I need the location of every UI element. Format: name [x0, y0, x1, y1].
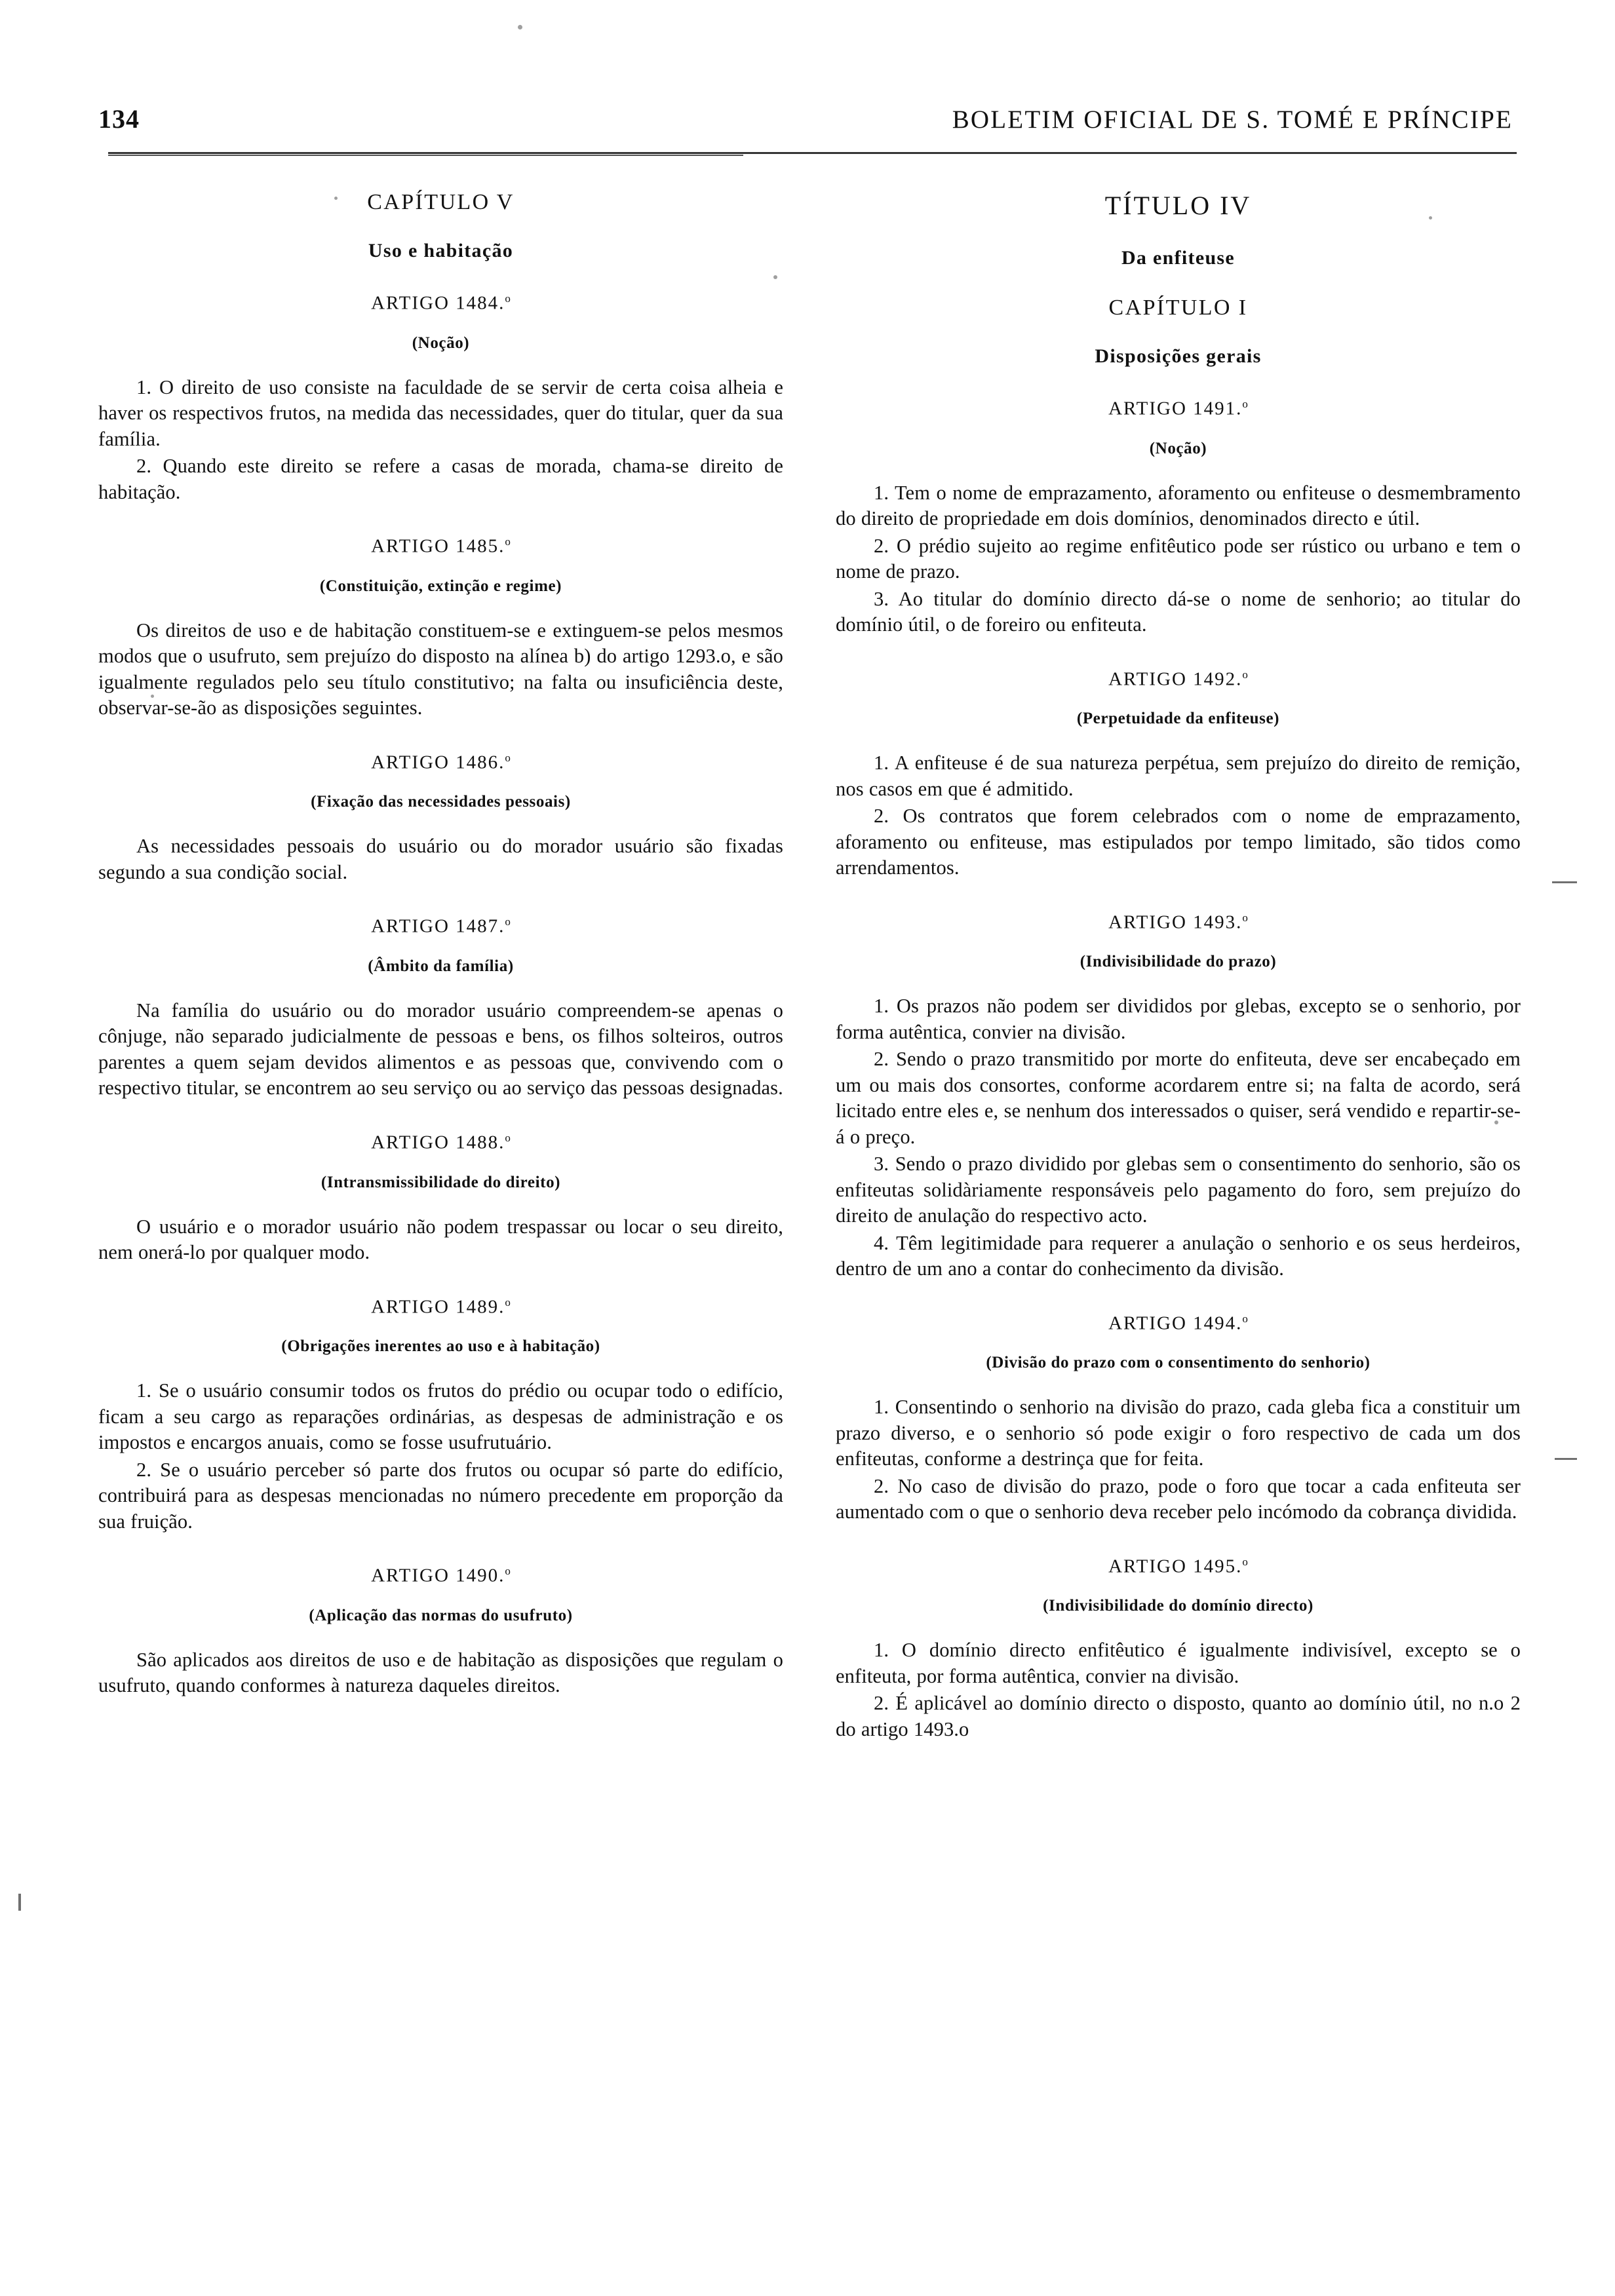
article-paragraph: 3. Ao titular do domínio directo dá-se o nome de senhorio; ao titular do domínio útil, o de foreiro ou enfiteuta. [836, 587, 1521, 636]
article-number-ordinal: o [1242, 668, 1248, 681]
article-paragraph: 1. Consentindo o senhorio na divisão do prazo, cada gleba fica a constituir um prazo diverso, e o senhorio só pode exigir o foro respectivo de cada um dos enfiteutas, conforme a destrinça que for feita. [836, 1396, 1521, 1470]
article-paragraph: Os direitos de uso e de habitação constituem-se e extinguem-se pelos mesmos modos que o usufruto, sem prejuízo do disposto na alínea b) do artigo 1293.o, e são igualmente regulados pelo seu título constitutivo; na falta ou insuficiência deste, observar-se-ão as disposições seguintes. [98, 619, 783, 719]
left-column [98, 190, 783, 2241]
scan-speck [518, 25, 522, 29]
article-paragraph: 2. Quando este direito se refere a casas de morada, chama-se direito de habitação. [98, 455, 783, 503]
running-head [98, 98, 1517, 151]
article-paragraph: 1. Se o usuário consumir todos os frutos do prédio ou ocupar todo o edifício, ficam a seu cargo as reparações ordinárias, as despesas de administração e os impostos e encargos anuais, como se fosse usufrutuário. [98, 1379, 783, 1454]
scan-edge-mark-right-upper [1552, 881, 1577, 883]
article-paragraph: O usuário e o morador usuário não podem trespassar ou locar o seu direito, nem onerá-lo por qualquer modo. [98, 1215, 783, 1264]
article-paragraph: 2. Se o usuário perceber só parte dos frutos ou ocupar só parte do edifício, contribuirá para as despesas mencionadas no número precedente em proporção da sua fruição. [98, 1458, 783, 1533]
article-number [98, 752, 783, 774]
two-column-body [98, 190, 1521, 2241]
article-paragraph: 1. Tem o nome de emprazamento, aforamento ou enfiteuse o desmembramento do direito de propriedade em dois domínios, denominados directo e útil. [836, 481, 1521, 530]
article-number [836, 1556, 1521, 1578]
article-number [836, 1312, 1521, 1335]
article-number-ordinal: o [1242, 1555, 1248, 1568]
header-rule [108, 152, 1517, 154]
article-epigraph: (Noção) [1149, 439, 1207, 457]
article-epigraph: (Divisão do prazo com o consentimento do senhorio) [986, 1354, 1371, 1372]
scan-edge-mark-right-lower [1555, 1458, 1577, 1460]
article-paragraph: 1. A enfiteuse é de sua natureza perpétua, sem prejuízo do direito de remição, nos casos em que é admitido. [836, 752, 1521, 800]
article-epigraph: (Perpetuidade da enfiteuse) [1076, 710, 1280, 728]
article-paragraph: 2. O prédio sujeito ao regime enfitêutico pode ser rústico ou urbano e tem o nome de prazo. [836, 534, 1521, 583]
article-number [836, 668, 1521, 691]
article-paragraph: São aplicados aos direitos de uso e de habitação as disposições que regulam o usufruto, quando conformes à natureza daqueles direitos. [98, 1648, 783, 1697]
article-number-text: ARTIGO 1489. [371, 1296, 505, 1318]
article-epigraph: (Indivisibilidade do domínio directo) [1043, 1597, 1313, 1615]
article-number [98, 292, 783, 315]
article-number-ordinal: o [505, 535, 511, 548]
article-number-ordinal: o [505, 1565, 511, 1578]
article-number-ordinal: o [505, 1131, 511, 1144]
gazette-title: BOLETIM OFICIAL DE S. TOMÉ E PRÍNCIPE [952, 105, 1513, 134]
article-paragraph: 2. No caso de divisão do prazo, pode o foro que tocar a cada enfiteuta ser aumentado com o que o senhorio deva receber pelo incómodo da cobrança dividida. [836, 1474, 1521, 1523]
article-number-text: ARTIGO 1495. [1108, 1556, 1243, 1577]
page-folio-number: 134 [98, 104, 140, 134]
article-number-text: ARTIGO 1486. [371, 752, 505, 773]
article-number [98, 915, 783, 938]
article-number-text: ARTIGO 1493. [1108, 911, 1243, 933]
left-chapter-heading: CAPÍTULO V [367, 190, 515, 214]
article-paragraph: 1. Os prazos não podem ser divididos por glebas, excepto se o senhorio, por forma autêntica, convier na divisão. [836, 995, 1521, 1043]
article-epigraph: (Fixação das necessidades pessoais) [311, 793, 571, 811]
article-number-text: ARTIGO 1488. [371, 1132, 505, 1153]
article-number-ordinal: o [505, 1295, 511, 1309]
article-number [98, 535, 783, 558]
article-paragraph: 4. Têm legitimidade para requerer a anulação o senhorio e os seus herdeiros, dentro de um ano a contar do conhecimento da divisão. [836, 1231, 1521, 1280]
article-paragraph: Na família do usuário ou do morador usuário compreendem-se apenas o cônjuge, não separado judicialmente de pessoas e bens, os filhos solteiros, outros parentes a quem sejam devidos alimentos e as pessoas que, convivendo com o respectivo titular, se encontrem ao seu serviço ou ao serviço das pessoas designadas. [98, 999, 783, 1100]
right-chapter-subject: Disposições gerais [1095, 345, 1262, 367]
article-number [98, 1296, 783, 1318]
article-number-ordinal: o [1242, 1312, 1248, 1325]
article-epigraph: (Constituição, extinção e regime) [319, 577, 562, 595]
article-paragraph: 2. Os contratos que forem celebrados com o nome de emprazamento, aforamento ou enfiteuse, mas estipulados por tempo limitado, são tidos como arrendamentos. [836, 805, 1521, 879]
article-number-text: ARTIGO 1492. [1108, 668, 1243, 690]
article-number-ordinal: o [1242, 911, 1248, 924]
article-number [836, 911, 1521, 934]
article-number-text: ARTIGO 1490. [371, 1565, 505, 1586]
right-chapter-heading: CAPÍTULO I [1108, 296, 1248, 320]
article-paragraph: 3. Sendo o prazo dividido por glebas sem o consentimento do senhorio, são os enfiteutas solidàriamente responsáveis pelo pagamento do foro, sem prejuízo do direito de anulação do respectivo acto. [836, 1153, 1521, 1227]
title-subject: Da enfiteuse [1121, 247, 1236, 269]
article-number-ordinal: o [505, 915, 511, 928]
article-paragraph: 1. O domínio directo enfitêutico é igualmente indivisível, excepto se o enfiteuta, por forma autêntica, convier na divisão. [836, 1639, 1521, 1687]
article-number-text: ARTIGO 1485. [371, 535, 505, 557]
article-number [98, 1132, 783, 1154]
article-number [98, 1565, 783, 1587]
article-paragraph: 1. O direito de uso consiste na faculdade de se servir de certa coisa alheia e haver os respectivos frutos, na medida das necessidades, quer do titular, quer da sua família. [98, 375, 783, 450]
article-paragraph: 2. Sendo o prazo transmitido por morte do enfiteuta, deve ser encabeçado em um ou mais dos consortes, conforme acordarem entre si; na falta de acordo, será licitado entre eles e, se nenhum dos interessados o quiser, será vendido e repartir-se-á o preço. [836, 1048, 1521, 1148]
article-number-ordinal: o [505, 751, 511, 764]
article-epigraph: (Âmbito da família) [368, 957, 514, 975]
article-paragraph: As necessidades pessoais do usuário ou do morador usuário são fixadas segundo a sua condição social. [98, 835, 783, 883]
article-epigraph: (Obrigações inerentes ao uso e à habitação) [281, 1337, 600, 1356]
article-epigraph: (Aplicação das normas do usufruto) [309, 1606, 573, 1624]
article-number-text: ARTIGO 1494. [1108, 1312, 1243, 1334]
article-number-ordinal: o [505, 292, 511, 305]
article-epigraph: (Indivisibilidade do prazo) [1080, 953, 1277, 971]
article-epigraph: (Intransmissibilidade do direito) [321, 1173, 561, 1191]
header-rule-left-segment [108, 155, 743, 156]
article-paragraph: 2. É aplicável ao domínio directo o disposto, quanto ao domínio útil, no n.o 2 do artigo 1493.o [836, 1692, 1521, 1740]
article-epigraph: (Noção) [412, 334, 470, 352]
article-number-text: ARTIGO 1484. [371, 292, 505, 314]
left-chapter-subject: Uso e habitação [368, 240, 514, 261]
article-number-ordinal: o [1242, 398, 1248, 410]
article-number-text: ARTIGO 1487. [371, 915, 505, 937]
article-number-text: ARTIGO 1491. [1108, 398, 1243, 419]
title-heading: TÍTULO IV [1104, 191, 1252, 220]
article-number [836, 398, 1521, 420]
right-column [836, 190, 1521, 2241]
scan-edge-mark-left [18, 1894, 21, 1911]
